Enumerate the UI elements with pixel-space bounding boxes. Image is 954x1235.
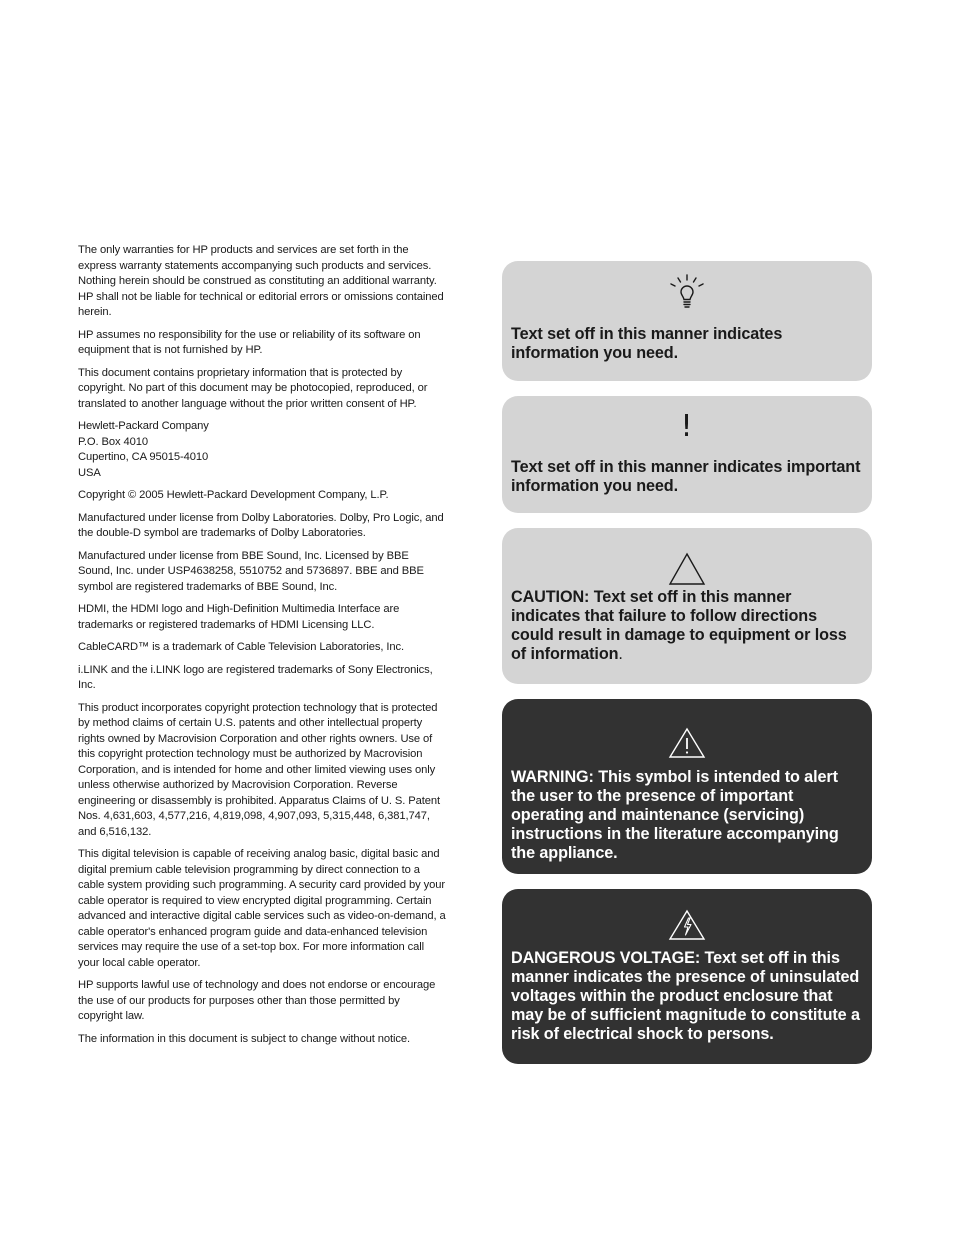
exclamation-icon: ! <box>680 409 693 444</box>
triangle-icon <box>668 552 706 586</box>
bbe-trademark: Manufactured under license from BBE Sound, Inc. Licensed by BBE Sound, Inc. under USP4638258, 5510752 and 5736897. BBE and BBE symbol are registered trademarks of BBE Sound, Inc. <box>78 549 424 593</box>
lightbulb-icon <box>665 273 709 313</box>
warning-notice-text: WARNING: This symbol is intended to alert the user to the presence of important operating and maintenance (servicing) instructions in the literature accompanying the appliance. <box>511 768 839 862</box>
address-country: USA <box>78 466 101 479</box>
company-address <box>78 419 446 481</box>
important-notice-box <box>502 396 872 513</box>
change-notice-paragraph: The information in this document is subject to change without notice. <box>78 1032 411 1045</box>
warning-triangle-icon <box>668 727 706 759</box>
lawful-use-paragraph: HP supports lawful use of technology and does not endorse or encourage the use of our products for purposes other than those permitted by copyright law. <box>78 979 436 1022</box>
responsibility-paragraph: HP assumes no responsibility for the use or reliability of its software on equipment that is not furnished by HP. <box>78 328 421 356</box>
hdmi-trademark: HDMI, the HDMI logo and High-Definition Multimedia Interface are trademarks or registered trademarks of HDMI Licensing LLC. <box>78 603 400 631</box>
caution-notice-box <box>502 528 872 684</box>
address-box: P.O. Box 4010 <box>78 435 149 448</box>
macrovision-paragraph: This product incorporates copyright protection technology that is protected by method claims of certain U.S. patents and other intellectual property rights owned by Macrovision Corporation and other rights owners. Use of this copyright protection technology must be authorized by Macrovision Corporation, and is intended for home and other limited viewing uses only unless otherwise authorized by Macrovision Corporation. Reverse engineering or disassembly is prohibited. Apparatus Claims of U. S. Patent Nos. 4,631,603, 4,577,216, 4,819,098, 4,907,093, 5,315,448, 6,381,747, and 6,516,132. <box>78 701 440 838</box>
copyright-line: Copyright © 2005 Hewlett-Packard Development Company, L.P. <box>78 489 389 501</box>
address-city: Cupertino, CA 95015-4010 <box>78 451 209 463</box>
warning-notice-box <box>502 699 872 874</box>
voltage-notice-text: DANGEROUS VOLTAGE: Text set off in this manner indicates the presence of uninsulated voltages within the product enclosure that may be of sufficient magnitude to constitute a risk of electrical shock to persons. <box>511 949 860 1043</box>
tip-notice-box <box>502 261 872 381</box>
address-company: Hewlett-Packard Company <box>78 420 209 432</box>
warranty-paragraph: The only warranties for HP products and services are set forth in the express warranty statements accompanying such products and services. Nothing herein should be construed as constituting an additional warranty. HP shall not be liable for technical or editorial errors or omissions contained herein. <box>78 244 444 318</box>
tip-notice-text: Text set off in this manner indicates information you need. <box>511 325 783 362</box>
caution-text-body: CAUTION: Text set off in this manner indicates that failure to follow directions could result in damage to equipment or loss of information <box>511 588 847 663</box>
voltage-notice-box <box>502 889 872 1064</box>
proprietary-paragraph: This document contains proprietary information that is protected by copyright. No part of this document may be photocopied, reproduced, or translated to another language without the prior written consent of HP. <box>78 366 428 410</box>
caution-text-period: . <box>618 645 623 663</box>
dolby-trademark: Manufactured under license from Dolby Laboratories. Dolby, Pro Logic, and the double-D symbol are trademarks of Dolby Laboratories. <box>78 511 444 539</box>
ilink-trademark: i.LINK and the i.LINK logo are registered trademarks of Sony Electronics, Inc. <box>78 663 433 691</box>
cable-tv-paragraph: This digital television is capable of receiving analog basic, digital basic and digital premium cable television programming by direct connection to a cable system providing such programming. A security card provided by your cable operator is required to view encrypted digital programming. Certain advanced and interactive digital cable services such as video-on-demand, a cable operator's enhanced program guide and data-enhanced television services may require the use of a set-top box. For more information call your local cable operator. <box>78 848 446 969</box>
legal-notices <box>78 243 446 1054</box>
caution-notice-text <box>511 588 862 664</box>
lightning-triangle-icon <box>668 909 706 941</box>
cablecard-trademark: CableCARD™ is a trademark of Cable Television Laboratories, Inc. <box>78 641 405 653</box>
important-notice-text: Text set off in this manner indicates important information you need. <box>511 458 861 495</box>
